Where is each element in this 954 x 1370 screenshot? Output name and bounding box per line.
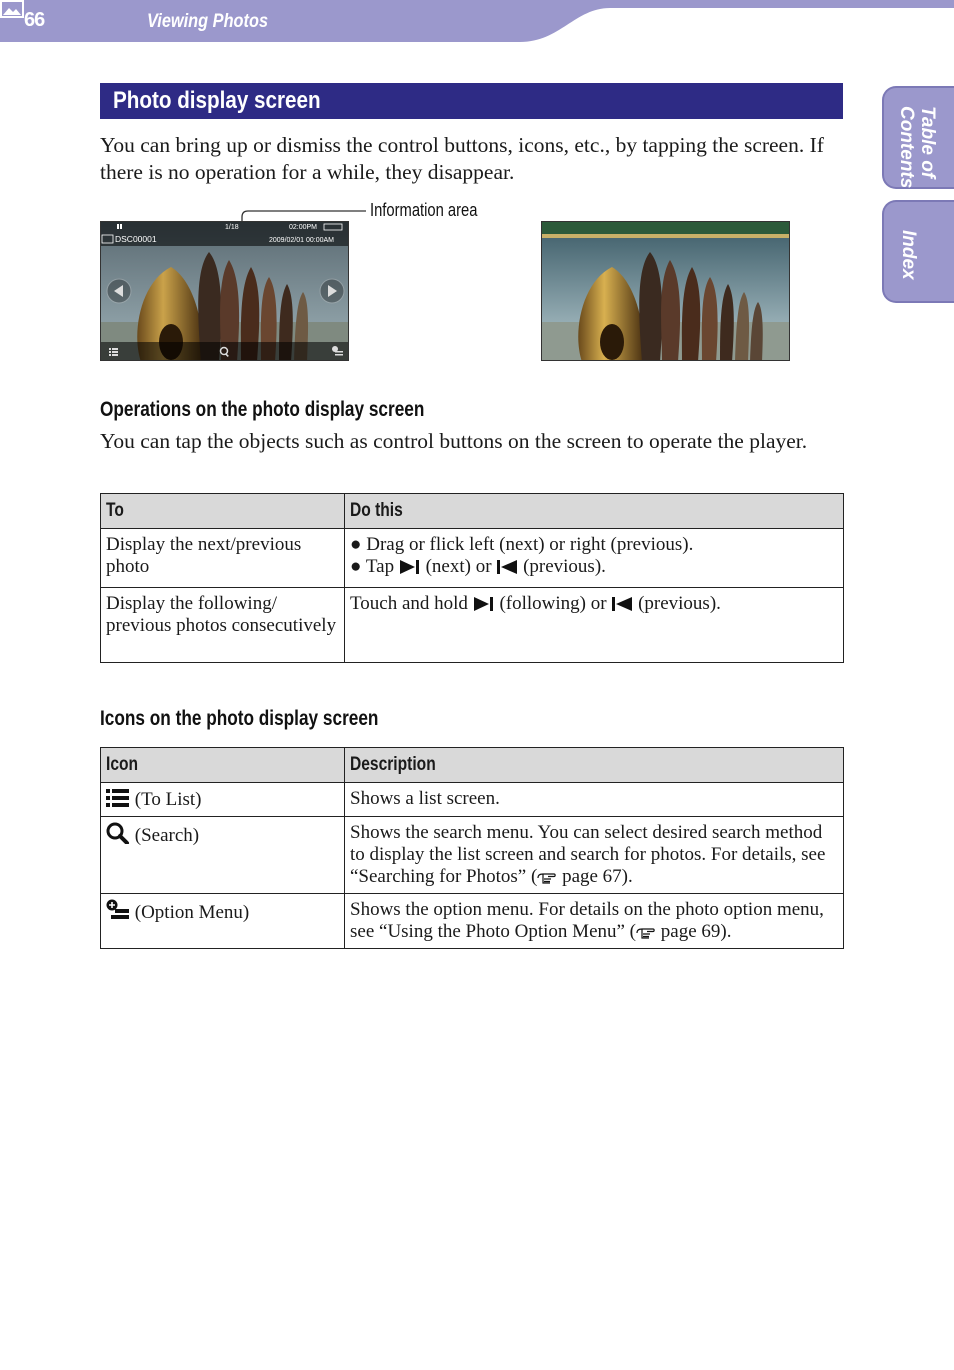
table-row bbox=[101, 529, 844, 588]
photo-screen-with-controls bbox=[100, 221, 349, 361]
next-photo-button[interactable] bbox=[320, 279, 344, 303]
photo-counter: 1/18 bbox=[225, 224, 239, 231]
icon-cell bbox=[101, 783, 345, 817]
clock-readout: 02:00PM bbox=[289, 224, 318, 231]
file-name-readout: DSC00001 bbox=[115, 234, 157, 244]
operations-paragraph: You can tap the objects such as control buttons on the screen to operate the player. bbox=[100, 429, 808, 453]
icons-table bbox=[100, 747, 844, 949]
icon-label: (Search) bbox=[134, 825, 200, 846]
bullet-item: ● Drag or flick left (next) or right (previous). bbox=[350, 534, 694, 555]
column-header-do-this: Do this bbox=[345, 494, 844, 529]
operations-table bbox=[100, 493, 844, 663]
list-icon bbox=[106, 788, 130, 808]
column-header-to: To bbox=[101, 494, 345, 529]
index-tab-label: Index bbox=[898, 230, 919, 280]
icon-label: (Option Menu) bbox=[134, 902, 250, 923]
intro-paragraph: You can bring up or dismiss the control buttons, icons, etc., by tapping the screen. If there is no operation for a while, they disappear. bbox=[100, 133, 824, 184]
page-number: 66 bbox=[24, 9, 45, 31]
to-list-button[interactable] bbox=[109, 348, 118, 356]
operation-cell: Display the following/ previous photos consecutively bbox=[101, 588, 345, 663]
table-row bbox=[101, 588, 844, 663]
column-header-icon: Icon bbox=[101, 748, 345, 783]
next-icon bbox=[399, 559, 421, 575]
previous-photo-button[interactable] bbox=[107, 279, 131, 303]
photo-screen-plain bbox=[541, 221, 790, 361]
icon-cell bbox=[101, 894, 345, 949]
operation-cell: Display the next/previous photo bbox=[101, 529, 345, 588]
table-row bbox=[101, 894, 844, 949]
table-of-contents-tab-label: Table of Contents bbox=[896, 106, 938, 189]
description-cell: Shows the option menu. For details on the photo option menu, see “Using the Photo Option Menu” ( page 69). bbox=[345, 894, 844, 949]
icon-cell bbox=[101, 817, 345, 894]
icons-heading: Icons on the photo display screen bbox=[100, 707, 379, 730]
pointing-hand-icon bbox=[537, 871, 557, 885]
previous-icon bbox=[496, 559, 518, 575]
icon-label: (To List) bbox=[134, 789, 202, 810]
search-icon bbox=[106, 822, 130, 844]
instruction-cell bbox=[345, 529, 844, 588]
table-row bbox=[101, 783, 844, 817]
instruction-cell: Touch and hold (following) or (previous). bbox=[345, 588, 844, 663]
section-title: Photo display screen bbox=[113, 87, 321, 114]
next-icon bbox=[473, 596, 495, 612]
pointing-hand-icon bbox=[636, 926, 656, 940]
column-header-description: Description bbox=[345, 748, 844, 783]
operations-heading: Operations on the photo display screen bbox=[100, 398, 425, 421]
description-cell: Shows the search menu. You can select desired search method to display the list screen and search for photos. For details, see “Searching for Photos” ( page 67). bbox=[345, 817, 844, 894]
header-section-title: Viewing Photos bbox=[147, 11, 269, 32]
information-area-label: Information area bbox=[370, 200, 478, 220]
bullet-item: ● Tap (next) or (previous). bbox=[350, 556, 606, 577]
option-menu-icon bbox=[106, 899, 130, 921]
previous-icon bbox=[611, 596, 633, 612]
description-cell: Shows a list screen. bbox=[345, 783, 844, 817]
table-row bbox=[101, 817, 844, 894]
date-readout: 2009/02/01 00:00AM bbox=[269, 237, 334, 244]
